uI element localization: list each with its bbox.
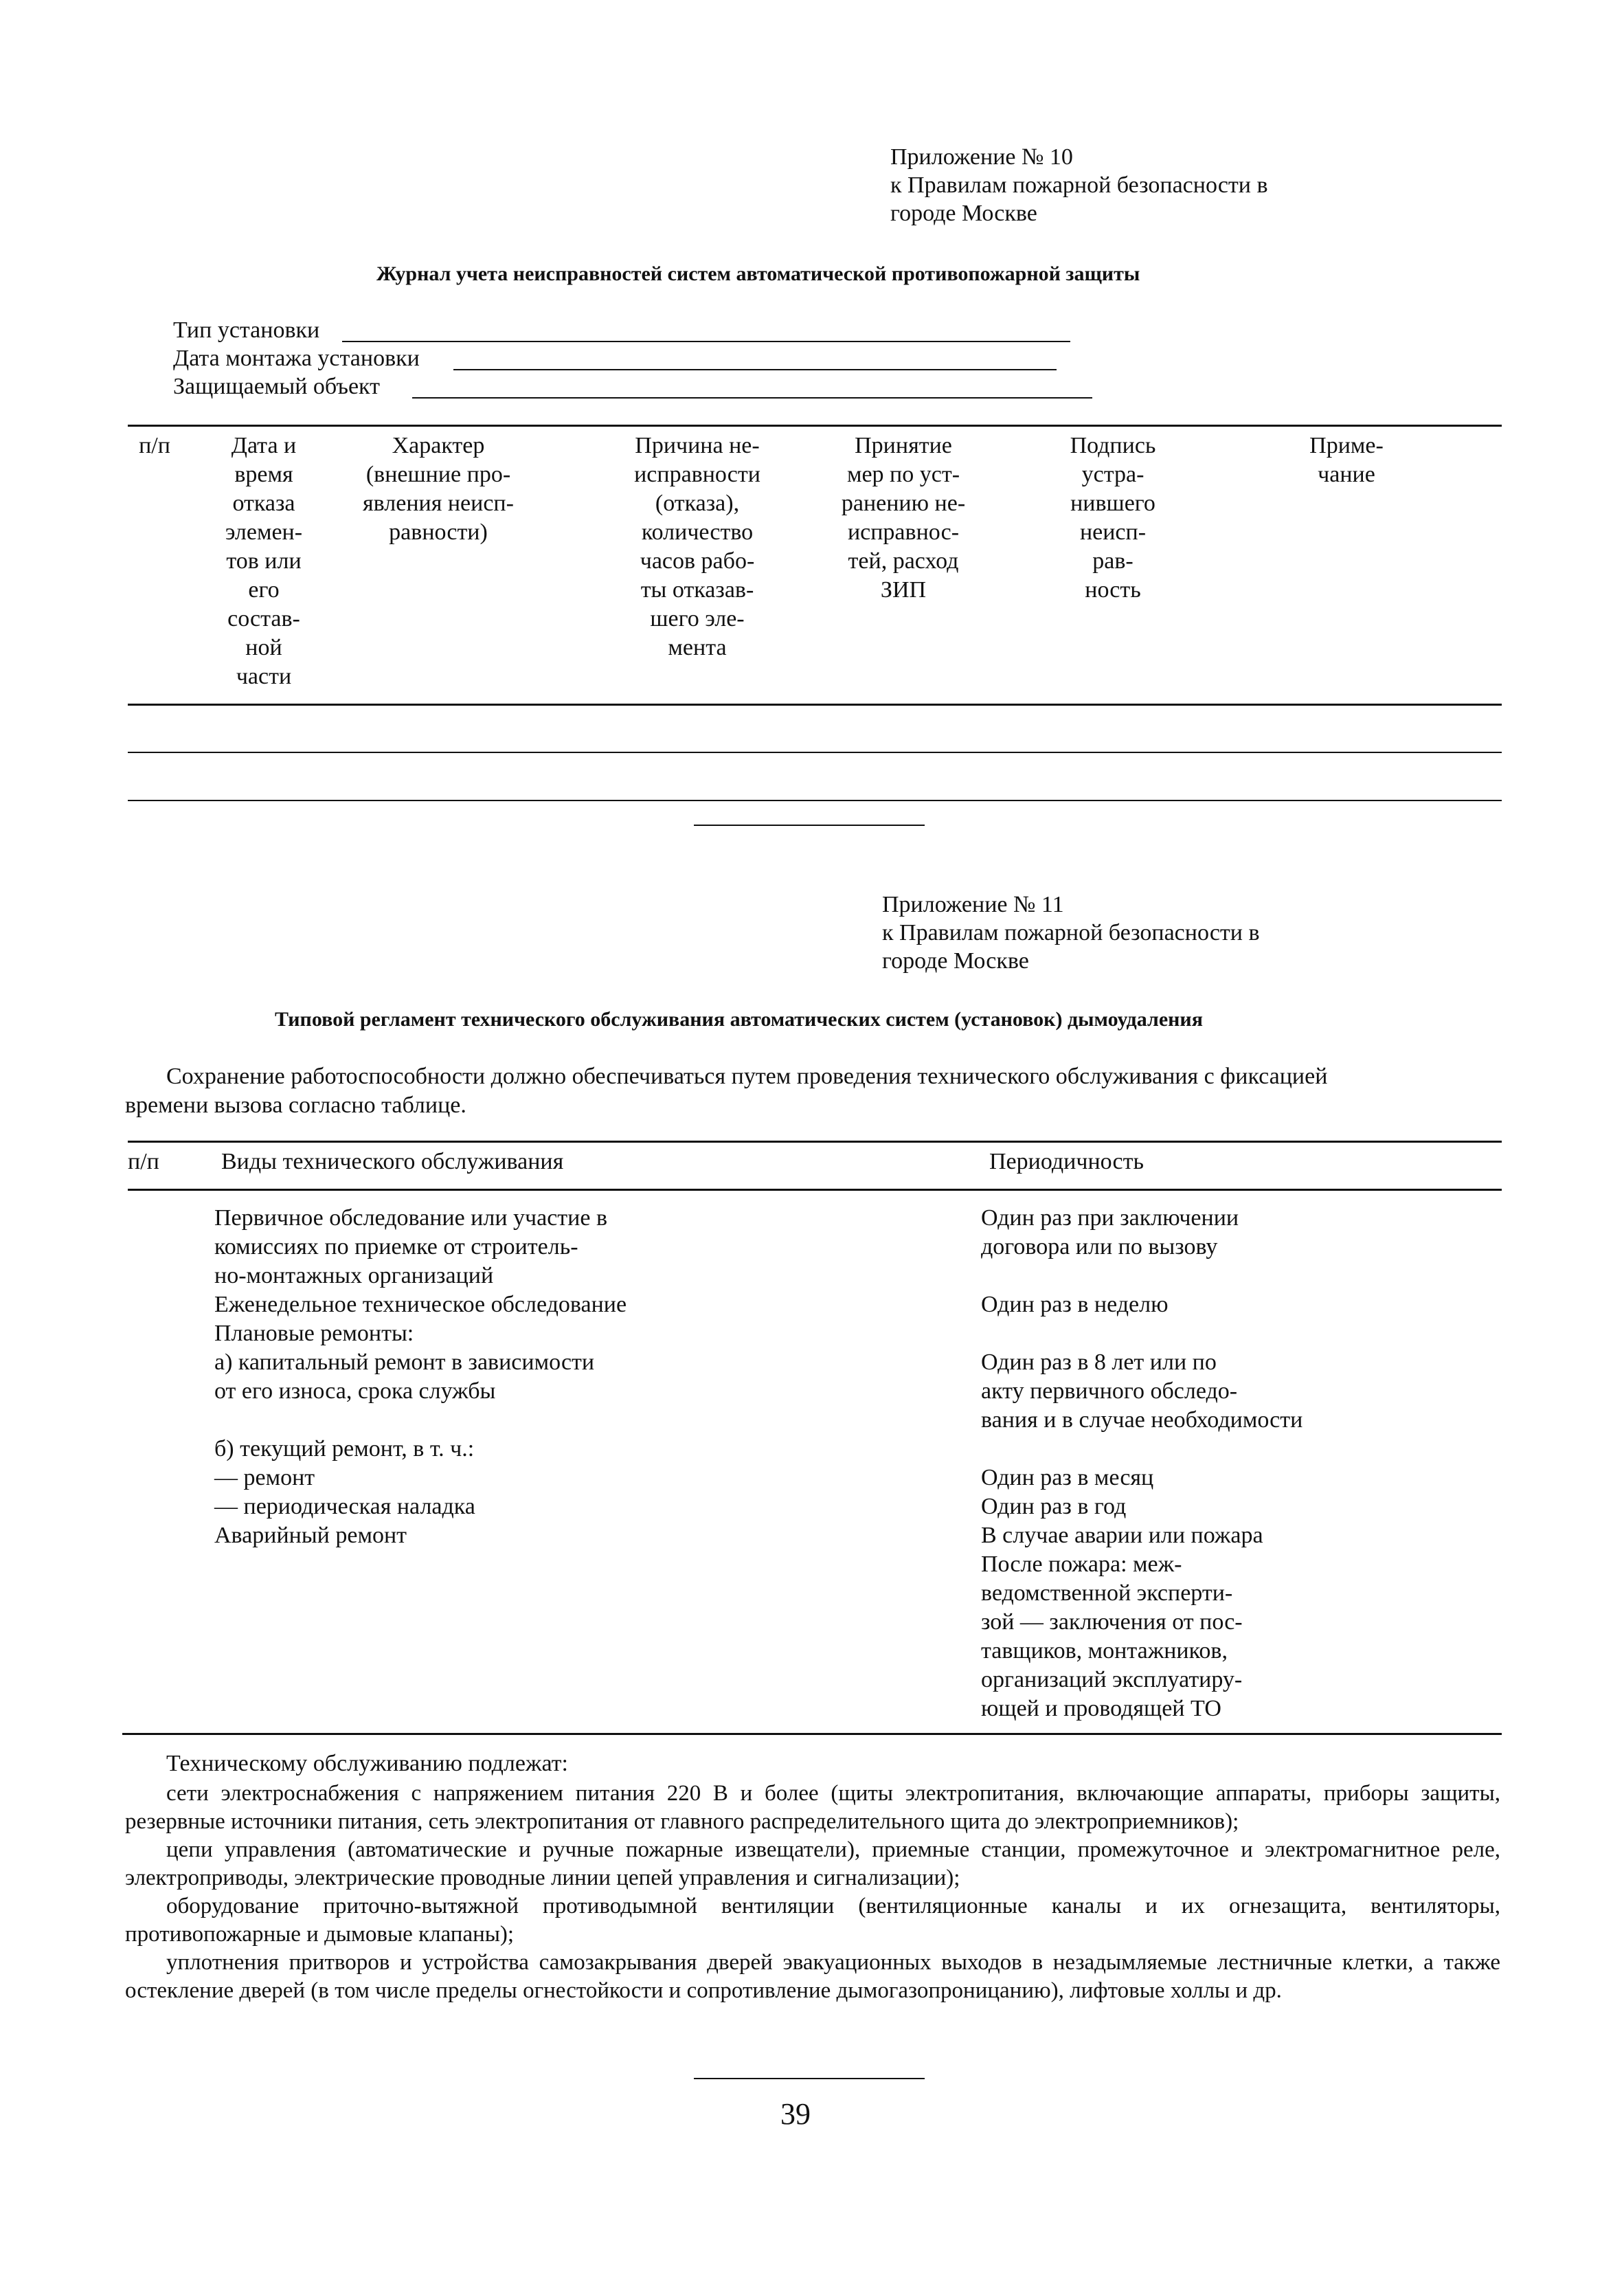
schedule-kind-line: но-монтажных организаций: [214, 1263, 494, 1288]
schedule-period-line: ющей и проводящей ТО: [981, 1696, 1221, 1721]
journal-col-cause-line: мента: [668, 635, 727, 660]
journal-col-measures-line: исправнос-: [847, 519, 960, 545]
schedule-kind-line: Первичное обследование или участие в: [214, 1205, 608, 1231]
subject-item-ventilation: оборудование приточно-вытяжной противодымной вентиляции (вентиляционные каналы и их огнезащита, вентиляторы, противопожарные и дымовые клапаны);: [125, 1894, 1500, 1947]
journal-col-num: [125, 432, 184, 460]
field-installation-type-line: [342, 341, 1070, 342]
appendix-10-header: [890, 143, 1268, 227]
journal-row-rule: [128, 800, 1502, 801]
journal-col-measures-line: тей, расход: [848, 548, 959, 574]
schedule-period-line: вания и в случае необходимости: [981, 1407, 1303, 1433]
field-installation-type: [173, 317, 319, 344]
journal-col-note: [1292, 432, 1401, 489]
journal-col-measures-line: Принятие: [855, 433, 952, 458]
journal-col-signature-line: Подпись: [1070, 433, 1156, 458]
journal-col-measures-line: ранению не-: [841, 491, 966, 516]
journal-col-num-text: п/п: [139, 433, 170, 458]
schedule-header-period: Периодичность: [989, 1149, 1144, 1174]
journal-col-signature-line: рав-: [1092, 548, 1134, 574]
subject-heading: Техническому обслуживанию подлежат:: [166, 1751, 568, 1776]
schedule-period-line: ведомственной эксперти-: [981, 1580, 1233, 1606]
regulation-intro-line1: Сохранение работоспособности должно обеспечиваться путем проведения технического обслуживания с фиксацией: [166, 1064, 1328, 1089]
journal-col-signature: [1030, 432, 1195, 605]
field-installation-type-label: Тип установки: [173, 317, 320, 343]
schedule-period-line: [981, 1319, 1302, 1348]
journal-col-date-line: части: [236, 664, 292, 689]
schedule-period-line: договора или по вызову: [981, 1234, 1218, 1259]
journal-header-bottom-rule: [128, 704, 1502, 706]
appendix-10-city: городе Москве: [890, 201, 1037, 226]
journal-col-signature-line: неисп-: [1079, 519, 1147, 545]
subject-item-power: сети электроснабжения с напряжением питания 220 В и более (щиты электропитания, включающие аппараты, приборы защиты, резервные источники питания, сеть электропитания от главного распределительного щита до электроприемников);: [125, 1781, 1500, 1834]
appendix-10-number: Приложение № 10: [890, 144, 1073, 170]
journal-col-character-line: равности): [389, 519, 488, 545]
schedule-period-line: Один раз в 8 лет или по: [981, 1350, 1217, 1375]
schedule-period-line: зой — заключения от пос-: [981, 1609, 1243, 1635]
journal-col-measures: [817, 432, 989, 605]
journal-row-rule: [128, 752, 1502, 753]
field-protected-object: [173, 374, 380, 400]
schedule-kind-line: а) капитальный ремонт в зависимости: [214, 1350, 595, 1375]
journal-col-character: [335, 432, 541, 547]
journal-col-date-line: Дата и: [231, 433, 297, 458]
subject-item-doors: уплотнения притворов и устройства самозакрывания дверей эвакуационных выходов в незадымляемые лестничные клетки, а также остекление дверей (в том числе пределы огнестойкости и сопротивление дымогазопроницанию), лифтовые холлы и др.: [125, 1950, 1500, 2003]
journal-col-date-line: время: [234, 462, 293, 487]
journal-col-cause-line: Причина не-: [635, 433, 760, 458]
schedule-period-line: После пожара: меж-: [981, 1552, 1182, 1577]
schedule-kind-line: комиссиях по приемке от строитель-: [214, 1234, 578, 1259]
footer-separator: [694, 2078, 925, 2079]
page-number: 39: [780, 2097, 811, 2131]
schedule-period-line: Один раз в неделю: [981, 1292, 1169, 1317]
journal-col-cause: [605, 432, 790, 662]
schedule-kind-line: от его износа, срока службы: [214, 1378, 496, 1404]
journal-col-cause-line: часов рабо-: [640, 548, 755, 574]
appendix-11-header: [882, 891, 1260, 975]
journal-col-measures-line: ЗИП: [880, 577, 927, 603]
schedule-header-num: п/п: [128, 1149, 159, 1174]
appendix-11-ref: к Правилам пожарной безопасности в: [882, 920, 1260, 945]
schedule-kind-line: — периодическая наладка: [214, 1494, 475, 1519]
journal-col-cause-line: количество: [641, 519, 754, 545]
schedule-kind-line: Плановые ремонты:: [214, 1321, 414, 1346]
regulation-title: Типовой регламент технического обслуживания автоматических систем (установок) дымоудаления: [275, 1008, 1203, 1031]
schedule-period-line: [981, 1262, 1302, 1290]
journal-col-signature-line: нившего: [1070, 491, 1155, 516]
journal-table-top-rule: [128, 425, 1502, 427]
schedule-period-line: акту первичного обследо-: [981, 1378, 1238, 1404]
schedule-period-line: организаций эксплуатиру-: [981, 1667, 1243, 1692]
field-mount-date-line: [453, 369, 1057, 370]
field-mount-date: [173, 346, 420, 372]
appendix-10-ref: к Правилам пожарной безопасности в: [890, 172, 1268, 198]
journal-col-note-line: чание: [1318, 462, 1375, 487]
section-separator: [694, 825, 925, 826]
schedule-periods: [981, 1204, 1302, 1723]
schedule-header-kind: Виды технического обслуживания: [221, 1149, 564, 1174]
journal-col-character-line: (внешние про-: [365, 462, 511, 487]
journal-col-cause-line: ты отказав-: [640, 577, 754, 603]
regulation-intro: [125, 1062, 1502, 1120]
schedule-period-line: тавщиков, монтажников,: [981, 1638, 1228, 1664]
journal-col-character-line: явления неисп-: [363, 491, 514, 516]
journal-col-cause-line: исправности: [634, 462, 760, 487]
journal-col-note-line: Приме-: [1309, 433, 1384, 458]
schedule-kinds: [214, 1204, 627, 1550]
appendix-11-number: Приложение № 11: [882, 892, 1064, 917]
schedule-kind-line: б) текущий ремонт, в т. ч.:: [214, 1436, 475, 1462]
schedule-kind-line: [214, 1406, 627, 1435]
schedule-kind-line: Еженедельное техническое обследование: [214, 1292, 627, 1317]
journal-col-date-line: тов или: [226, 548, 302, 574]
regulation-intro-line2: времени вызова согласно таблице.: [125, 1093, 466, 1118]
field-protected-object-label: Защищаемый объект: [173, 374, 380, 399]
schedule-period-line: Один раз в месяц: [981, 1465, 1154, 1490]
schedule-period-line: Один раз при заключении: [981, 1205, 1239, 1231]
schedule-table-bottom-rule: [122, 1733, 1502, 1735]
schedule-period-line: [981, 1435, 1302, 1464]
journal-col-signature-line: устра-: [1081, 462, 1144, 487]
schedule-kind-line: Аварийный ремонт: [214, 1523, 407, 1548]
journal-col-date-line: его: [248, 577, 280, 603]
journal-col-date-line: состав-: [227, 606, 300, 631]
journal-col-date-line: отказа: [232, 491, 295, 516]
journal-col-date: [196, 432, 331, 691]
journal-col-measures-line: мер по уст-: [846, 462, 960, 487]
journal-col-date-line: элемен-: [225, 519, 303, 545]
schedule-period-line: Один раз в год: [981, 1494, 1127, 1519]
field-protected-object-line: [412, 397, 1092, 399]
journal-col-date-line: ной: [245, 635, 282, 660]
journal-col-character-line: Характер: [392, 433, 485, 458]
journal-title: Журнал учета неисправностей систем автоматической противопожарной защиты: [376, 262, 1140, 285]
journal-col-signature-line: ность: [1085, 577, 1141, 603]
subject-item-control: цепи управления (автоматические и ручные пожарные извещатели), приемные станции, промежуточное и электромагнитное реле, электроприводы, электрические проводные линии цепей управления и сигнализации);: [125, 1837, 1500, 1890]
schedule-period-line: В случае аварии или пожара: [981, 1523, 1263, 1548]
schedule-table-top-rule: [128, 1141, 1502, 1143]
subject-list: [125, 1780, 1500, 2005]
field-mount-date-label: Дата монтажа установки: [173, 346, 420, 371]
appendix-11-city: городе Москве: [882, 948, 1029, 974]
schedule-kind-line: — ремонт: [214, 1465, 315, 1490]
schedule-header-bottom-rule: [128, 1189, 1502, 1191]
journal-col-cause-line: шего эле-: [650, 606, 745, 631]
journal-col-cause-line: (отказа),: [655, 491, 740, 516]
